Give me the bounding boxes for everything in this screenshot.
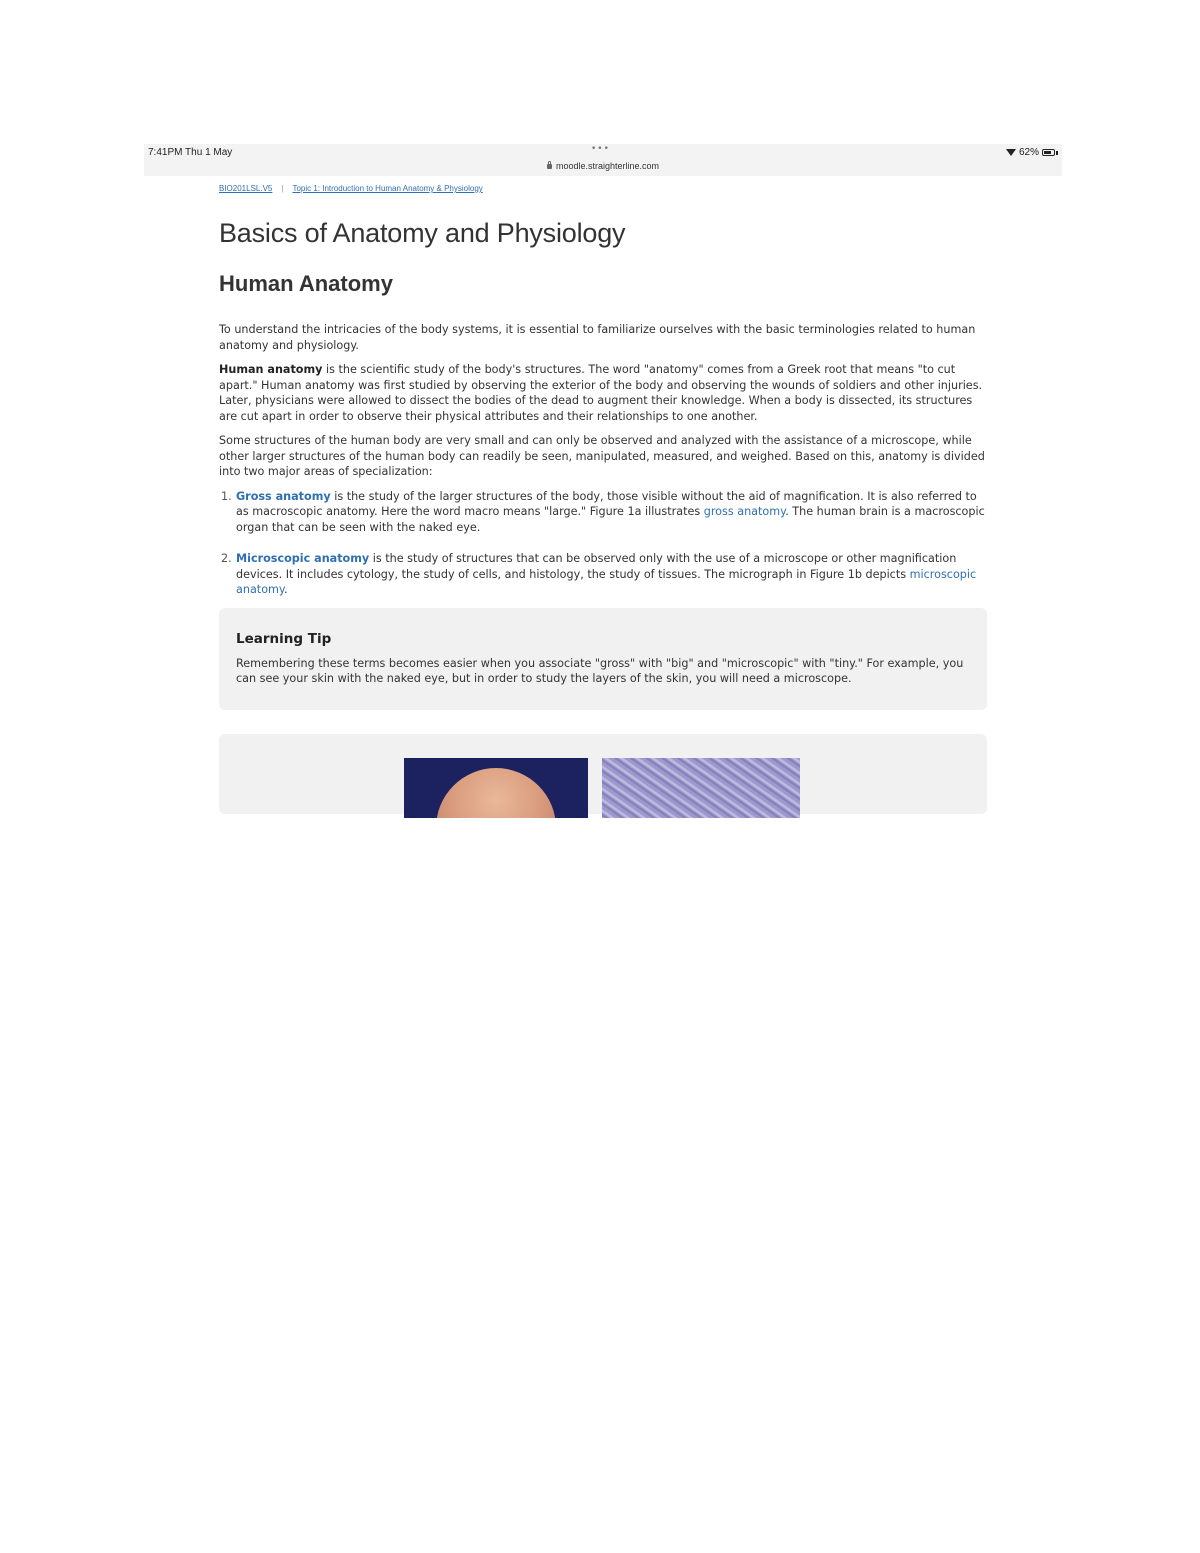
status-indicators: [1006, 147, 1058, 158]
screenshot: [144, 144, 1062, 833]
microscopic-anatomy-term-link[interactable]: Microscopic anatomy: [236, 552, 370, 565]
gross-anatomy-term-link[interactable]: Gross anatomy: [236, 489, 331, 503]
specialization-paragraph: Some structures of the human body are very small and can only be observed and analyzed with the assistance of a microscope, while other larger structures of the human body can readily be seen, manipulated, measured, and weighed. Based on this, anatomy is divided into two major areas of specialization:: [219, 434, 985, 478]
list-number: 1.: [221, 489, 232, 503]
learning-tip-text: Remembering these terms becomes easier when you associate "gross" with "big" and "microscopic" with "tiny." For example, you can see your skin with the naked eye, but in order to study the layers of the skin, you will need a microscope.: [236, 656, 964, 685]
battery-icon: [1042, 149, 1055, 156]
brain-shape: [436, 768, 556, 818]
breadcrumb-course-link[interactable]: BIO201LSL.V5: [219, 184, 273, 193]
breadcrumb-separator: |: [281, 184, 284, 193]
page-content: [219, 182, 987, 814]
breadcrumb: [219, 182, 987, 196]
learning-tip-box: [219, 608, 987, 710]
microscopic-anatomy-link[interactable]: microscopic anatomy: [236, 567, 977, 596]
learning-tip-title: Learning Tip: [236, 630, 332, 647]
anatomy-areas-list: [219, 489, 987, 598]
intro-paragraph: To understand the intricacies of the body systems, it is essential to familiarize ourselves with the basic terminologies related to human anatomy and physiology.: [219, 323, 976, 352]
battery-percent: 62%: [1018, 147, 1039, 158]
brain-image: [404, 758, 588, 818]
status-bar: [144, 144, 1062, 176]
breadcrumb-topic-link[interactable]: Topic 1: Introduction to Human Anatomy & Physiology: [292, 184, 483, 193]
wifi-icon: [1006, 149, 1016, 156]
multitasking-dots[interactable]: •••: [591, 144, 610, 154]
address-bar[interactable]: [144, 161, 1062, 171]
list-number: 2.: [221, 552, 232, 565]
gross-anatomy-text-b: . The human brain is a macroscopic organ that can be seen with the naked eye.: [236, 505, 985, 534]
page-title: Basics of Anatomy and Physiology: [219, 218, 626, 248]
lock-icon: [547, 164, 552, 169]
microscopic-anatomy-text-b: .: [283, 583, 288, 596]
human-anatomy-text: is the scientific study of the body's structures. The word "anatomy" comes from a Greek root that means "to cut apart." Human anatomy was first studied by observing the exterior of the body and observing the wounds of soldiers and other injuries. Later, physicians were allowed to dissect the bodies of the dead to augment their knowledge. When a body is dissected, its structures are cut apart in order to observe their physical attributes and their relationships to one another.: [219, 363, 983, 423]
address-url: moodle.straighterline.com: [555, 161, 660, 171]
list-item-gross-anatomy: [219, 489, 987, 536]
human-anatomy-term: Human anatomy: [219, 363, 323, 376]
figure-box: [219, 734, 987, 814]
micrograph-image: [602, 758, 800, 818]
section-title: Human Anatomy: [219, 271, 393, 296]
gross-anatomy-link[interactable]: gross anatomy: [703, 505, 786, 518]
status-time: 7:41PM Thu 1 May: [148, 147, 233, 158]
list-item-microscopic-anatomy: [219, 551, 987, 598]
human-anatomy-paragraph: [219, 362, 987, 424]
microscopic-anatomy-text-a: is the study of structures that can be observed only with the use of a microscope or other magnification devices. It includes cytology, the study of cells, and histology, the study of tissues. The micrograph in Figure 1b depicts: [236, 552, 957, 581]
gross-anatomy-text-a: is the study of the larger structures of the body, those visible without the aid of magnification. It is also referred to as macroscopic anatomy. Here the word macro means "large." Figure 1a illustrates: [236, 489, 977, 518]
